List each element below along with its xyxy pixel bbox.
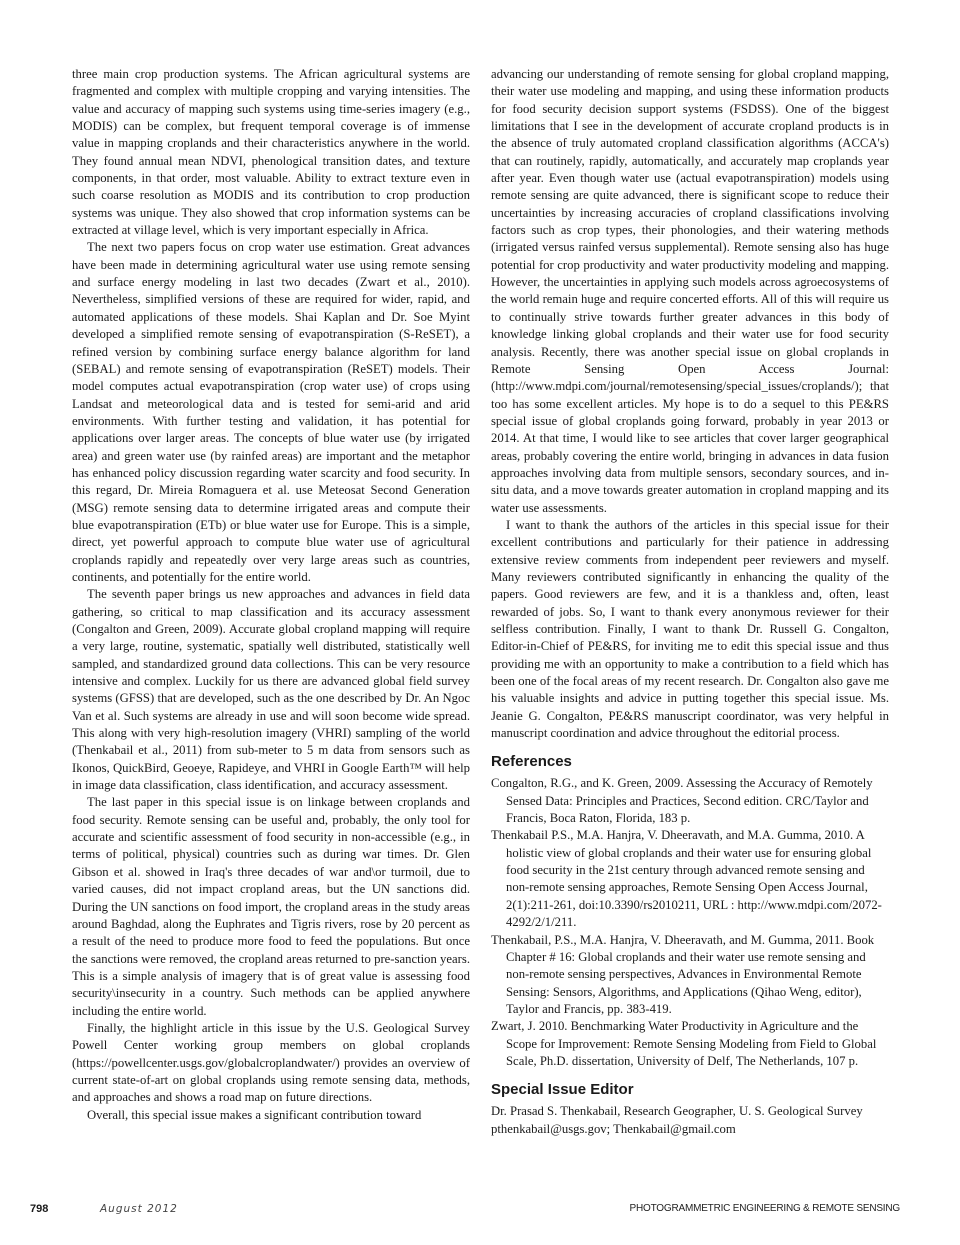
editor-name-line: Dr. Prasad S. Thenkabail, Research Geographer, U. S. Geological Survey bbox=[491, 1104, 863, 1119]
editor-email-line: pthenkabail@usgs.gov; Thenkabail@gmail.com bbox=[491, 1121, 736, 1136]
special-issue-editor-heading: Special Issue Editor bbox=[491, 1081, 634, 1099]
reference-entry: Zwart, J. 2010. Benchmarking Water Productivity in Agriculture and the Scope for Improvement: Remote Sensing Modeling from Field to Global Scale, Ph.D. dissertation, University of Delf, The Netherlands, 107 p. bbox=[491, 1019, 877, 1068]
body-paragraph: Finally, the highlight article in this issue by the U.S. Geological Survey Powell Center working group members on global croplands (https://powellcenter.usgs.gov/globalcroplandwater/) provides an overview of current state-of-art on global croplands using remote sensing data, methods, and approaches and shows a road map on future directions. bbox=[72, 1020, 470, 1105]
body-paragraph: The next two papers focus on crop water use estimation. Great advances have been made in determining agricultural water use using remote sensing and surface energy modeling in last two decades (Zwart et al., 2010). Nevertheless, simplified versions of these are required for wider, rapid, and automated applications of these models. Shai Kaplan and Dr. Soe Myint developed a simplified remote sensing of evapotranspiration (S-ReSET), a refined version by combining surface energy balance algorithm for land (SEBAL) and remote sensing of evapotranspiration (ReSET) models. Their model computes actual evapotranspiration (crop water use) of crops using Landsat and meteorological data and is tested for semi-arid and arid environments. With further testing and validation, it has potential for applications over larger areas. The concepts of blue water use (by irrigated area) and green water use (by rainfed areas) are important and the metaphor has enhanced policy discussion regarding water scarcity and food security. In this regard, Dr. Mireia Romaguera et al. use Meteosat Second Generation (MSG) remote sensing data to determine irrigated areas and compute their blue evapotranspiration (ETb) or blue water use for Europe. This is a simple, direct, yet powerful approach to compute blue water use of agricultural croplands rapidly and repeatedly over very large areas such as countries, continents, and potentially for the entire world. bbox=[72, 240, 470, 584]
reference-entry: Thenkabail P.S., M.A. Hanjra, V. Dheeravath, and M.A. Gumma, 2010. A holistic view of global croplands and their water use for ensuring global food security in the 21st century through advanced remote sensing and non-remote sensing approaches, Remote Sensing Open Access Journal, 2(1):211-261, doi:10.3390/rs2010211, URL : http://www.mdpi.com/2072-4292/2/1/211. bbox=[491, 828, 882, 930]
body-paragraph: The seventh paper brings us new approaches and advances in field data gathering, so critical to map classification and its accuracy assessment (Congalton and Green, 2009). Accurate global cropland mapping will require a very large, routine, systematic, spatially well distributed, statistically well sampled, and standardized ground data collections. This can be very resource intensive and complex. Luckily for us there are advanced global field survey systems (GFSS) that are developed, such as the one described by Dr. An Ngoc Van et al. Such systems are already in use and will soon become wide spread. This along with very high-resolution imagery (VHRI) sampling of the world (Thenkabail et al., 2011) from sub-meter to 5 m data from sensors such as Ikonos, QuickBird, Geoeye, Rapideye, and VHRI in Google Earth™ will help in image data classification, class identification, and accuracy assessment. bbox=[72, 587, 470, 793]
issue-date: August 2012 bbox=[100, 1203, 178, 1215]
body-paragraph: The last paper in this special issue is on linkage between croplands and food security. Remote sensing can be useful and, probably, the only tool for accurate and scientific assessment of food security in non-accessible (e.g., in terms of political, physical) countries such as during war times. Dr. Glen Gibson et al. showed in Iraq's three decades of war and\or turmoil, due to varied causes, did not impact cropland areas, but the UN sanctions did. During the UN sanctions on food import, the cropland areas in the study areas around Baghdad, along the Euphrates and Tigris rivers, rose by 20 percent as a result of the need to produce more food to feed the populations. But once the sanctions were removed, the cropland areas returned to pre-sanction years. This is a simple analysis of imagery that is of great value is assessing food security\insecurity in a country. Such methods can be applied anywhere including the entire world. bbox=[72, 795, 470, 1018]
body-paragraph: Overall, this special issue makes a significant contribution toward bbox=[87, 1107, 422, 1122]
reference-entry: Thenkabail, P.S., M.A. Hanjra, V. Dheeravath, and M. Gumma, 2011. Book Chapter # 16: Global croplands and their water use remote sensing and non-remote sensing perspectives, Advances in Environmental Remote Sensing: Sensors, Algorithms, and Applications (Qihao Weng, editor), Taylor and Francis, pp. 383-419. bbox=[491, 932, 875, 1016]
body-paragraph: advancing our understanding of remote sensing for global cropland mapping, their water use modeling and mapping, and using these information products for food security decision support systems (FSDSS). One of the biggest limitations that I see in the development of accurate cropland products is in the absence of truly automated cropland classification algorithms (ACCA's) that can routinely, rapidly, automatically, and accurately map croplands year after year. Even though water use (actual evapotranspiration) models using remote sensing are quite advanced, there is significant scope to reduce their uncertainties by increasing accuracies of cropland classifications involving factors such as crop types, their phonologies, and their watering methods (irrigated versus rainfed versus supplemental). Remote sensing also has huge potential for crop productivity and water productivity modeling and mapping. However, the uncertainties in applying such models across agroecosystems of the world remain huge and require concerted efforts. All of this will require us to continually strive towards further greater advances in this body of knowledge linking global croplands and their water use for food security analysis. Recently, there was another special issue on global croplands in Remote Sensing Open Access Journal: (http://www.mdpi.com/journal/remotesensing/special_issues/croplands/); that too has some excellent articles. My hope is to do a sequel to this PE&RS special issue of global croplands going forward, probably in year 2013 or 2014. At that time, I would like to see articles that cover larger geographical areas, probably covering the entire world, bringing in advances in data fusion approaches involving data from multiple sensors, secondary sources, and in-situ data, and a move towards greater automation in cropland mapping and its water use assessments. bbox=[491, 67, 889, 515]
body-paragraph: I want to thank the authors of the articles in this special issue for their excellent contributions and particularly for their patience in addressing extensive review comments from independent peer reviewers and myself. Many reviewers contributed significantly in enhancing the quality of the papers. Good reviewers are few, and it is a thankless and, often, least rewarded of jobs. So, I want to thank every anonymous reviewer for their selfless contribution. Finally, I want to thank Dr. Russell G. Congalton, Editor-in-Chief of PE&RS, for inviting me to edit this special issue and thus providing me with an opportunity to make a contribution to a field which has been one of the focal areas of my recent research. Dr. Congalton also gave me his valuable insights and advice in putting together this special issue. Ms. Jeanie G. Congalton, PE&RS manuscript coordinator, was very helpful in manuscript coordination and advice throughout the editorial process. bbox=[491, 517, 889, 741]
page-footer bbox=[30, 1203, 900, 1223]
references-list bbox=[491, 775, 889, 1070]
journal-name: PHOTOGRAMMETRIC ENGINEERING & REMOTE SENSING bbox=[629, 1203, 900, 1214]
left-column bbox=[72, 66, 470, 1124]
page-number: 798 bbox=[30, 1203, 49, 1215]
references-heading: References bbox=[491, 753, 572, 771]
body-paragraph: three main crop production systems. The African agricultural systems are fragmented and complex with multiple cropping and varying intensities. The value and accuracy of mapping such systems using time-series imagery (e.g., MODIS) can be complex, but frequent temporal coverage is of immense value in mapping croplands and their characteristics anywhere in the world. They found annual mean NDVI, phenological transition dates, and texture components, in that order, most valuable. Ability to extract texture even in such coarse resolution as MODIS and its contribution to crop production systems was unique. They also showed that crop information systems can be extracted at village level, which is very important especially in Africa. bbox=[72, 67, 470, 238]
reference-entry: Congalton, R.G., and K. Green, 2009. Assessing the Accuracy of Remotely Sensed Data: Principles and Practices, Second edition. CRC/Taylor and Francis, Boca Raton, Florida, 183 p. bbox=[491, 776, 873, 826]
right-column bbox=[491, 66, 889, 1138]
editor-info bbox=[491, 1103, 889, 1138]
